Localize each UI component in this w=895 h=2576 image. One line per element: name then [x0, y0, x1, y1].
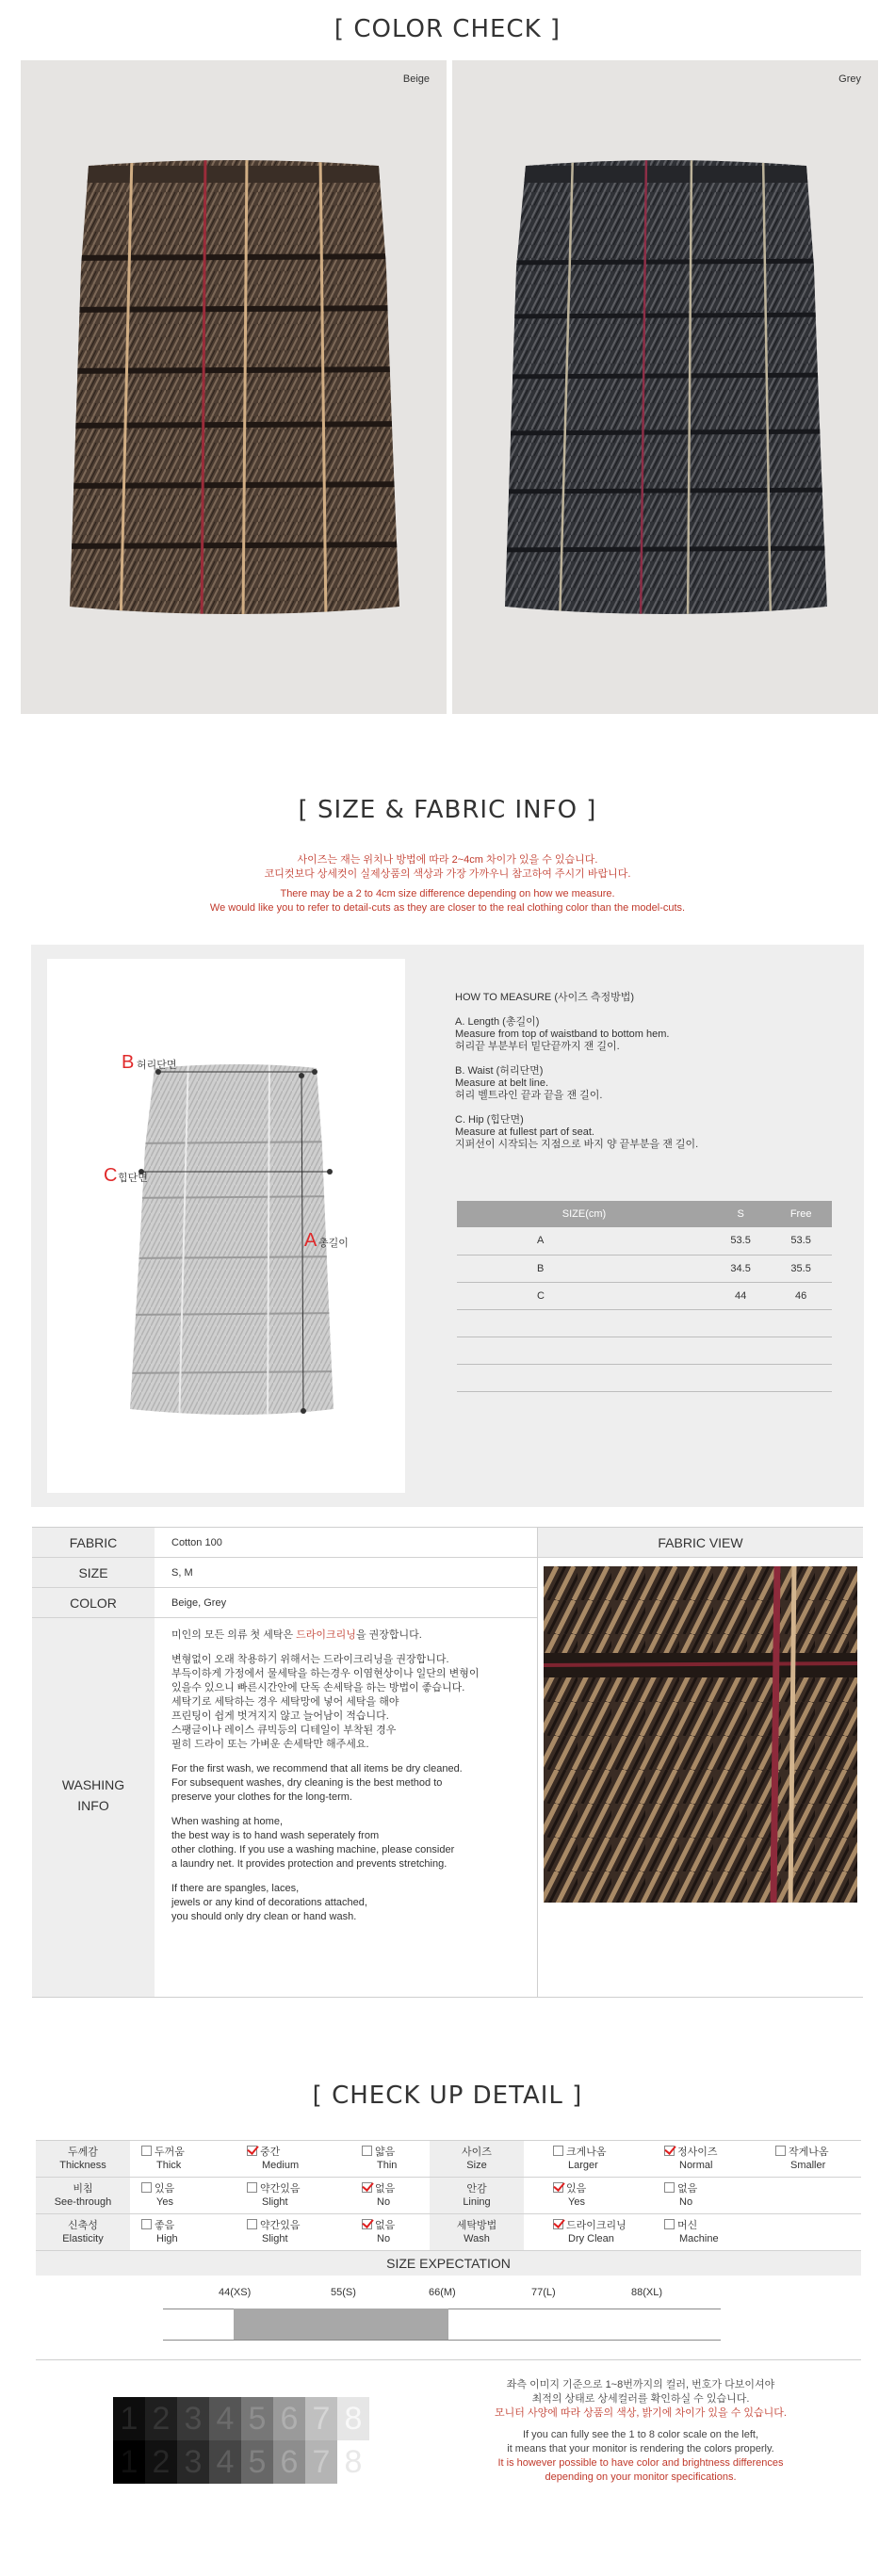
table-row [457, 1282, 832, 1309]
size-value: S, M [171, 1567, 193, 1579]
how-to-title: HOW TO MEASURE (사이즈 측정방법) [455, 992, 635, 1003]
monitor-color-scale [113, 2397, 369, 2484]
color-panels [21, 60, 878, 714]
color-check-title: [ COLOR CHECK ] [334, 15, 561, 43]
fabric-value: Cotton 100 [171, 1537, 222, 1548]
check-up-table [36, 2140, 861, 2250]
scale-swatch: 4 [209, 2397, 241, 2440]
option-machine[interactable]: 머신 Machine [664, 2219, 719, 2245]
how-to-b-kr: 허리 벨트라인 끝과 끝을 잰 길이. [455, 1090, 603, 1101]
table-cell: 34.5 [711, 1255, 770, 1282]
table-cell: 35.5 [770, 1255, 832, 1282]
scale-light-row [113, 2440, 369, 2484]
checkbox[interactable] [247, 2219, 257, 2229]
how-to-c-title: C. Hip (힙단면) [455, 1114, 524, 1126]
skirt-diagram-image [47, 959, 405, 1493]
check-label-size: 사이즈 Size [430, 2141, 524, 2177]
fabric-table [32, 1527, 863, 1998]
scale-swatch: 3 [177, 2440, 209, 2484]
table-row-empty [457, 1364, 832, 1391]
option-dry-clean[interactable]: 드라이크리닝 Dry Clean [553, 2219, 626, 2245]
option-slight[interactable]: 약간있음 Slight [247, 2219, 301, 2245]
checkbox[interactable] [247, 2182, 257, 2193]
color-label-beige: Beige [402, 73, 430, 85]
scale-swatch: 6 [273, 2397, 305, 2440]
option-medium[interactable]: 중간 Medium [247, 2146, 299, 2172]
check-label-thickness: 두께감 Thickness [36, 2141, 130, 2177]
check-label-wash: 세탁방법 Wash [430, 2214, 524, 2250]
checkbox-checked[interactable] [362, 2219, 372, 2229]
skirt-beige-image [21, 60, 447, 714]
checkbox[interactable] [141, 2219, 152, 2229]
checkbox[interactable] [141, 2146, 152, 2156]
scale-swatch: 6 [273, 2440, 305, 2484]
checkbox-checked[interactable] [553, 2182, 563, 2193]
checkbox-checked[interactable] [664, 2146, 675, 2156]
size-table [457, 1201, 832, 1392]
size-exp-label: 44(XS) [219, 2287, 252, 2298]
color-panel-beige [21, 60, 447, 714]
scale-swatch: 8 [337, 2440, 369, 2484]
how-to-a-en: Measure from top of waistband to bottom hem. [455, 1029, 670, 1040]
table-cell: B [457, 1255, 711, 1282]
diagram-b-letter: B [122, 1052, 135, 1073]
check-row-1 [36, 2141, 861, 2178]
checkbox[interactable] [553, 2146, 563, 2156]
checkbox-checked[interactable] [362, 2182, 372, 2193]
table-row-empty [457, 1337, 832, 1364]
size-panel [31, 945, 864, 1507]
wash-en-block-2: When washing at home, the best way is to hand wash seperately from other clothing. If you use a washing machine, please consider a laundry net. It provides protection and prevents stretching. [171, 1816, 455, 1870]
fabric-row [32, 1528, 537, 1558]
color-label-grey: Grey [838, 73, 861, 85]
table-cell: 53.5 [711, 1227, 770, 1255]
check-label-lining: 안감 Lining [430, 2178, 524, 2213]
scale-swatch: 8 [337, 2397, 369, 2440]
scale-swatch: 1 [113, 2440, 145, 2484]
notice-kr-2: 코디컷보다 상세컷이 실제상품의 색상과 가장 가까우니 참고하여 주시기 바랍니다. [264, 868, 631, 880]
washing-info-text [171, 1628, 529, 1924]
scale-swatch: 5 [241, 2440, 273, 2484]
scale-swatch: 2 [145, 2440, 177, 2484]
wash-kr-block: 변형없이 오래 착용하기 위해서는 드라이크리닝을 권장합니다. 부득이하게 가정에서 물세탁을 하는경우 이염현상이나 일단의 변형이 있을수 있으니 빠른시간안에 단독 손세탁을 하는 방법이 좋습니다. 세탁기로 세탁하는 경우 세탁망에 넣어 세탁을 해야 프린팅이 쉽게 벗겨지지 않고 늘어남이 적습니다. 스팽글이나 레이스 큐빅등의 디테일이 부착된 경우 필히 드라이 또는 가벼운 손세탁만 해주세요. [171, 1654, 480, 1750]
how-to-a-kr: 허리끝 부분부터 밑단끝까지 잰 길이. [455, 1041, 620, 1052]
scale-swatch: 2 [145, 2397, 177, 2440]
table-cell: A [457, 1227, 711, 1255]
option-larger[interactable]: 크게나옴 Larger [553, 2146, 607, 2172]
table-cell: 44 [711, 1282, 770, 1309]
fabric-view-label: FABRIC VIEW [538, 1528, 863, 1558]
scale-swatch: 7 [305, 2440, 337, 2484]
scale-swatch: 3 [177, 2397, 209, 2440]
size-exp-label: 66(M) [429, 2287, 456, 2298]
option-yes[interactable]: 있음 Yes [141, 2182, 174, 2209]
checkbox-checked[interactable] [247, 2146, 257, 2156]
wash-en-block-3: If there are spangles, laces, jewels or any kind of decorations attached, you should only dry clean or hand wash. [171, 1883, 367, 1922]
diagram-c-text: 힙단면 [118, 1173, 148, 1184]
size-info-title: [ SIZE & FABRIC INFO ] [298, 796, 597, 824]
option-lining-yes[interactable]: 있음 Yes [553, 2182, 586, 2209]
scale-dark-row [113, 2397, 369, 2440]
option-lining-no[interactable]: 없음 No [664, 2182, 697, 2209]
size-table-header-cell: SIZE(cm) [457, 1201, 711, 1227]
table-row [457, 1255, 832, 1282]
size-diagram [47, 959, 405, 1493]
table-cell: 46 [770, 1282, 832, 1309]
scale-swatch: 1 [113, 2397, 145, 2440]
option-thick[interactable]: 두꺼움 Thick [141, 2146, 185, 2172]
table-cell: 53.5 [770, 1227, 832, 1255]
fabric-view-image [544, 1566, 857, 1903]
option-high[interactable]: 좋음 High [141, 2219, 178, 2245]
table-row-empty [457, 1309, 832, 1337]
color-panel-grey [452, 60, 878, 714]
size-table-header-cell: S [711, 1201, 770, 1227]
option-slight[interactable]: 약간있음 Slight [247, 2182, 301, 2209]
checkbox[interactable] [664, 2219, 675, 2229]
scale-swatch: 5 [241, 2397, 273, 2440]
scale-swatch: 4 [209, 2440, 241, 2484]
how-to-measure [455, 992, 698, 1151]
size-table-header-cell: Free [770, 1201, 832, 1227]
checkbox[interactable] [362, 2146, 372, 2156]
option-normal[interactable]: 정사이즈 Normal [664, 2146, 718, 2172]
diagram-b-text: 허리단면 [137, 1060, 177, 1071]
checkbox[interactable] [664, 2182, 675, 2193]
diagram-c-letter: C [104, 1165, 118, 1186]
checkbox[interactable] [775, 2146, 786, 2156]
skirt-grey-image [452, 60, 878, 714]
notice-en-1: There may be a 2 to 4cm size difference depending on how we measure. [280, 888, 615, 899]
size-expectation-bar [234, 2309, 448, 2340]
fabric-label: FABRIC [69, 1535, 118, 1550]
size-label: SIZE [78, 1565, 108, 1580]
scale-swatch: 7 [305, 2397, 337, 2440]
color-row [32, 1588, 537, 1618]
size-exp-label: 77(L) [531, 2287, 556, 2298]
wash-en-block-1: For the first wash, we recommend that all items be dry cleaned. For subsequent washes, dry cleaning is the best method to preserve your clothes for the long-term. [171, 1763, 463, 1803]
table-row [457, 1227, 832, 1255]
size-exp-label: 88(XL) [631, 2287, 663, 2298]
table-cell: C [457, 1282, 711, 1309]
how-to-b-en: Measure at belt line. [455, 1077, 549, 1089]
notice-en-2: We would like you to refer to detail-cuts as they are closer to the real clothing color than the model-cuts. [209, 902, 686, 914]
how-to-c-en: Measure at fullest part of seat. [455, 1126, 594, 1138]
how-to-c-kr: 지퍼선이 시작되는 지점으로 바지 양 끝부분을 잰 길이. [455, 1139, 699, 1150]
notice-kr-1: 사이즈는 재는 위치나 방법에 따라 2~4cm 차이가 있을 수 있습니다. [297, 854, 598, 866]
check-label-elasticity: 신축성 Elasticity [36, 2214, 130, 2250]
color-value: Beige, Grey [171, 1597, 227, 1609]
option-no[interactable]: 없음 No [362, 2182, 395, 2209]
option-thin[interactable]: 얇음 Thin [362, 2146, 397, 2172]
how-to-b-title: B. Waist (허리단면) [455, 1065, 544, 1077]
option-smaller[interactable]: 작게나옴 Smaller [775, 2146, 829, 2172]
check-up-title: [ CHECK UP DETAIL ] [312, 2082, 583, 2110]
how-to-a-title: A. Length (총길이) [455, 1016, 540, 1028]
monitor-notice: 좌측 이미지 기준으로 1~8번까지의 컬러, 번호가 다보이셔야 최적의 상태로 상세컬러를 확인하실 수 있습니다. 모니터 사양에 따라 상품의 색상, 밝기에 차이가 있을 수 있습니다. If you can fully see the 1 to 8 color scale on the left, it means that your monitor is rendering the colors properly. It is however possible to have color and brightness differences depending on your monitor specifications. [495, 2379, 787, 2483]
size-exp-label: 55(S) [331, 2287, 356, 2298]
wash-first-line: 미인의 모든 의류 첫 세탁은 드라이크리닝을 권장합니다. [171, 1629, 422, 1641]
checkbox[interactable] [141, 2182, 152, 2193]
check-label-see-through: 비침 See-through [36, 2178, 130, 2213]
diagram-a-text: 총길이 [318, 1238, 349, 1249]
diagram-a-letter: A [304, 1230, 317, 1251]
washing-info-label: WASHING INFO [61, 1777, 125, 1813]
checkbox-checked[interactable] [553, 2219, 563, 2229]
size-expectation-title: SIZE EXPECTATION [36, 2251, 861, 2276]
size-table-header [457, 1201, 832, 1227]
check-row-2 [36, 2178, 861, 2214]
size-row [32, 1558, 537, 1588]
option-no[interactable]: 없음 No [362, 2219, 395, 2245]
color-label: COLOR [70, 1596, 117, 1611]
check-row-3 [36, 2214, 861, 2251]
